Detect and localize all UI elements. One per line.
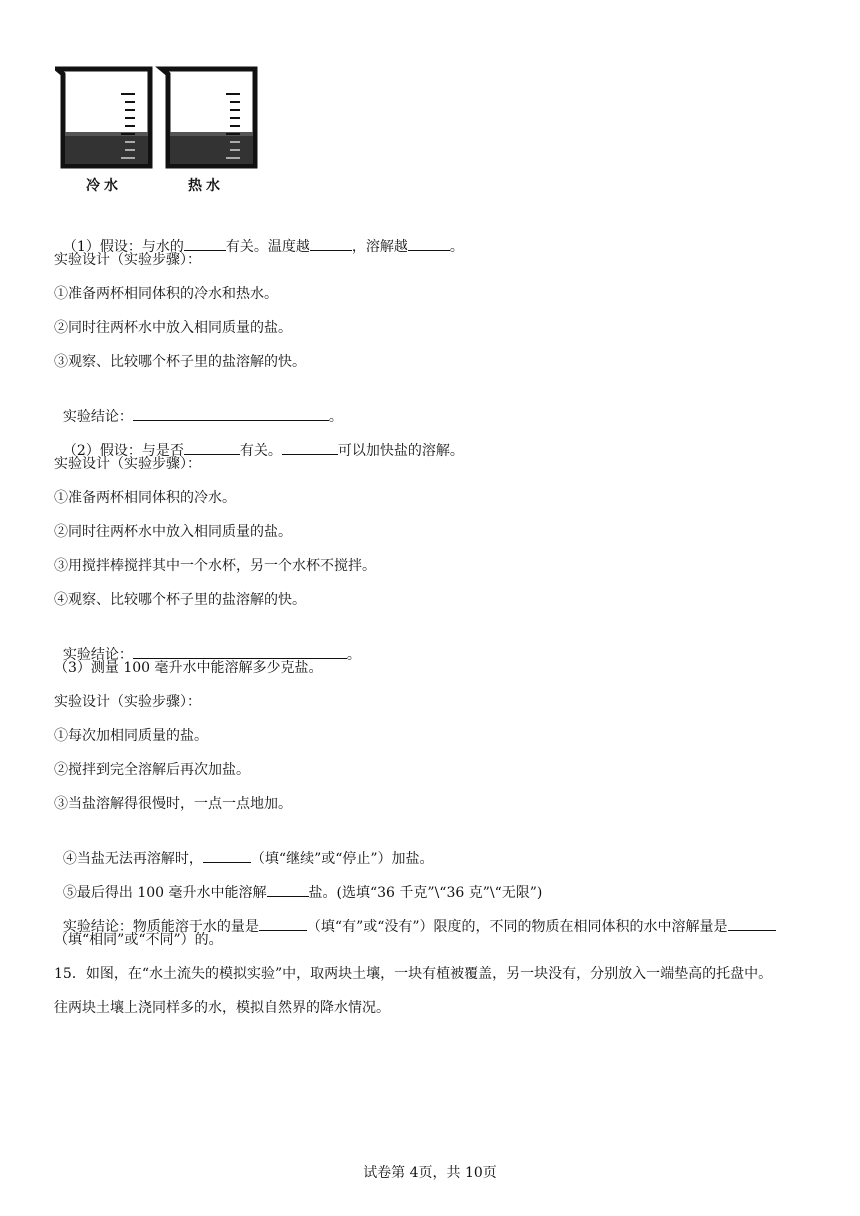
q1-design: 实验设计（实验步骤）： [54,252,201,268]
q1-hyp-text-d: 。 [449,239,464,255]
q2-step-2: ②同时往两杯水中放入相同质量的盐。 [54,524,292,540]
q3-step4-text-b: （填“继续”或“停止”）加盐。 [250,851,434,867]
q2-step-4: ④观察、比较哪个杯子里的盐溶解的快。 [54,592,306,608]
q1-concl-text: 实验结论： [62,409,133,425]
q3-concl-blank-1[interactable] [259,916,307,931]
q3-concl-text-a: 实验结论：物质能溶于水的量是 [62,919,259,935]
q1-hyp-text-b: 有关。温度越 [225,239,310,255]
q1-step-1: ①准备两杯相同体积的冷水和热水。 [54,286,278,302]
q2-hyp-text-b: 有关。 [239,443,282,459]
q2-blank-2[interactable] [282,440,338,455]
q1-blank-1[interactable] [184,236,226,251]
q1-blank-2[interactable] [310,236,352,251]
q2-concl-text: 实验结论： [62,647,133,663]
q3-step5-text-a: ⑤最后得出 100 毫升水中能溶解 [62,885,267,901]
q15-line-1: 15．如图，在“水土流失的模拟实验”中，取两块土壤，一块有植被覆盖，另一块没有，分别放入一端垫高的托盘中。 [54,966,773,982]
q2-step-1: ①准备两杯相同体积的冷水。 [54,490,236,506]
q3-step-2: ②搅拌到完全溶解后再次加盐。 [54,762,250,778]
q1-hyp-text-c: ，溶解越 [351,239,408,255]
q1-step-2: ②同时往两杯水中放入相同质量的盐。 [54,320,292,336]
q3-step4-text-a: ④当盐无法再溶解时， [62,851,203,867]
q1-hyp-text-a: （1）假设：与水的 [62,239,184,255]
q3-concl-text-b: （填“有”或“没有”）限度的，不同的物质在相同体积的水中溶解量是 [306,919,728,935]
q2-design: 实验设计（实验步骤）： [54,456,201,472]
q3-step5-blank[interactable] [267,882,309,897]
q3-title: （3）测量 100 毫升水中能溶解多少克盐。 [54,660,323,676]
q2-blank-1[interactable] [184,440,240,455]
beaker-figure [55,66,265,200]
q2-concl-end: 。 [346,647,361,663]
q2-conclusion-blank[interactable] [133,644,347,659]
q1-step-3: ③观察、比较哪个杯子里的盐溶解的快。 [54,354,306,370]
q3-concl-blank-2[interactable] [728,916,776,931]
q15-line-2: 往两块土壤上浇同样多的水，模拟自然界的降水情况。 [54,1000,390,1016]
q3-conclusion-cont: （填“相同”或“不同”）的。 [54,932,223,948]
cold-water-label: 冷水 [86,178,122,194]
q2-hyp-text-c: 可以加快盐的溶解。 [337,443,464,459]
cold-water-beaker [57,69,150,166]
q3-step4-blank[interactable] [203,848,251,863]
page-footer: 试卷第 4页，共 10页 [363,1165,497,1181]
q1-conclusion-blank[interactable] [133,406,329,421]
q2-hyp-text-a: （2）假设：与是否 [62,443,184,459]
q3-step5-text-b: 盐。(选填“36 千克”\“36 克”\“无限”) [308,885,543,901]
q2-step-3: ③用搅拌棒搅拌其中一个水杯，另一个水杯不搅拌。 [54,558,376,574]
q3-step-1: ①每次加相同质量的盐。 [54,728,208,744]
q3-step-3: ③当盐溶解得很慢时，一点一点地加。 [54,796,292,812]
q3-design: 实验设计（实验步骤）： [54,694,201,710]
beakers-illustration [55,66,265,171]
q1-blank-3[interactable] [408,236,450,251]
hot-water-beaker [162,69,255,166]
hot-water-label: 热水 [188,178,224,194]
q1-concl-end: 。 [328,409,343,425]
